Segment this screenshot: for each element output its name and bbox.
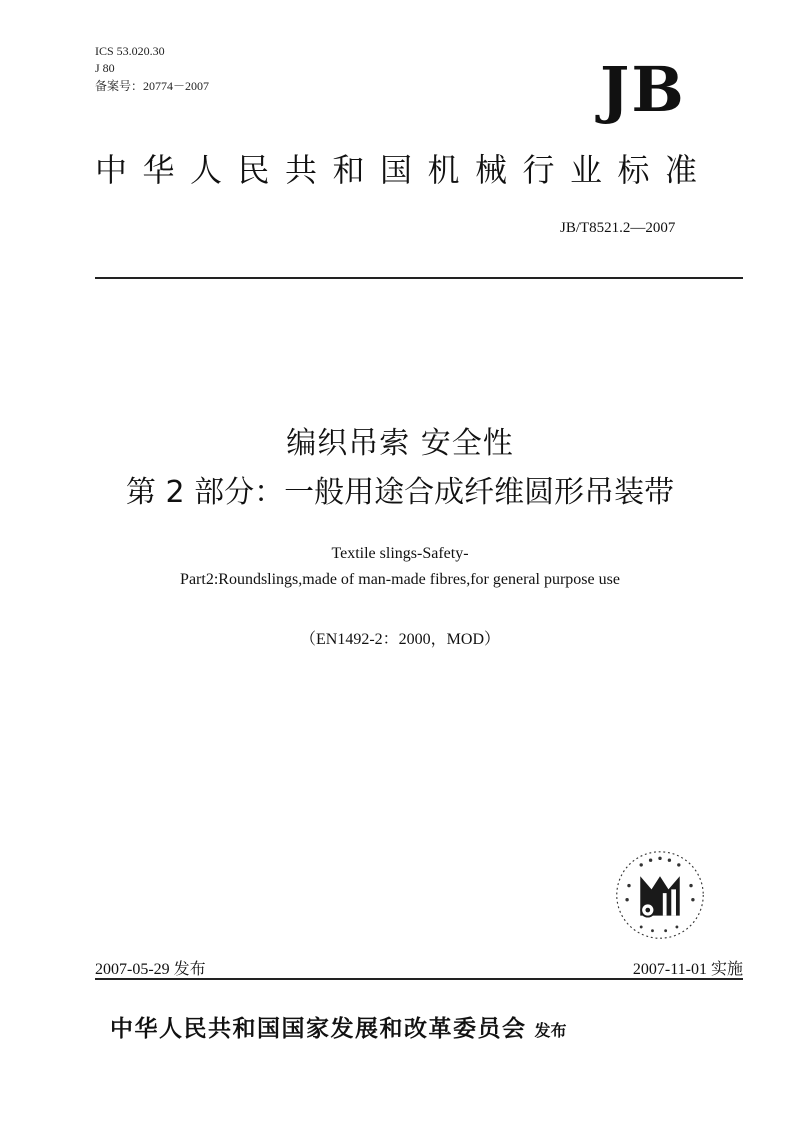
implementation-date: 2007-11-01 实施 [632, 961, 743, 978]
publisher-suffix: 发布 [534, 1021, 567, 1040]
title-en-line1: Textile slings-Safety- [331, 545, 469, 562]
issue-date: 2007-05-29 发布 [95, 961, 206, 978]
bottom-divider [95, 978, 743, 980]
standard-category-title: 中华人民共和国机械行业标准 [95, 151, 713, 189]
publisher [110, 1010, 750, 1043]
equivalence-reference: （EN1492-2：2000，MOD） [300, 631, 500, 648]
title-en-line2: Part2:Roundslings,made of man-made fibres,for general purpose use [180, 571, 620, 588]
publisher-name: 中华人民共和国国家发展和改革委员会 [110, 1016, 527, 1042]
seal-emblem-icon [613, 848, 707, 942]
standard-number: JB/T8521.2—2007 [560, 220, 676, 236]
ics-code: ICS 53.020.30 [95, 44, 165, 58]
jb-logo: JB [600, 53, 686, 126]
title-cn-line2: 第 2 部分：一般用途合成纤维圆形吊装带 [125, 475, 675, 510]
title-cn-line1: 编织吊索 安全性 [286, 426, 514, 461]
record-number: 备案号：20774－2007 [95, 79, 210, 93]
classification-code: J 80 [95, 61, 115, 75]
top-divider [95, 277, 743, 279]
